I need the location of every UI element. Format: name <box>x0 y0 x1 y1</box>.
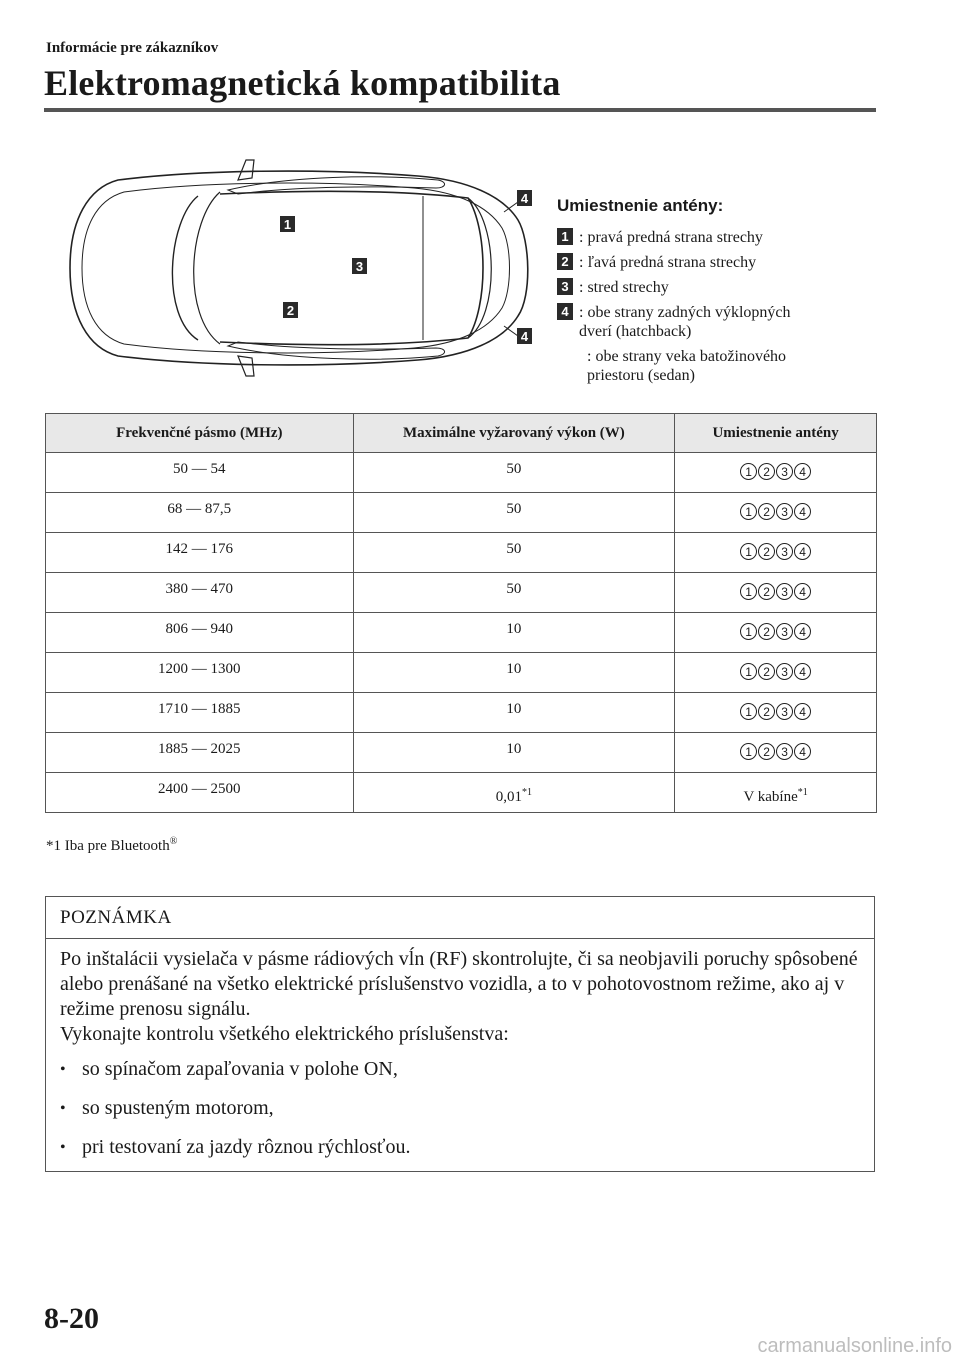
footnote-text: *1 Iba pre Bluetooth <box>46 838 170 854</box>
cell-frequency-band: 380 — 470 <box>46 573 354 613</box>
list-item-text: so spínačom zapaľovania v polohe ON, <box>82 1058 398 1080</box>
title-divider <box>44 108 876 112</box>
marker-4-bottom-icon <box>517 328 532 344</box>
circled-number-icon: 3 <box>776 583 793 600</box>
power-value: 10 <box>506 701 522 717</box>
power-value: 50 <box>506 461 522 477</box>
note-paragraph: Po inštalácii vysielača v pásme rádiových vĺn (RF) skontrolujte, či sa neobjavili poruchy spôsobené alebo prenášané na všetko elektrické príslušenstvo vozidla, a to v pohotovostnom režime, ako aj v režime prenosu signálu. <box>60 948 858 1020</box>
circled-number-icon: 2 <box>758 503 775 520</box>
marker-3-icon <box>352 258 367 274</box>
marker-1-icon <box>280 216 295 232</box>
power-value: 0,01 <box>495 789 523 805</box>
number-badge-icon: 1 <box>557 228 573 245</box>
circled-number-icon: 1 <box>740 543 757 560</box>
circled-number-icon: 3 <box>776 663 793 680</box>
power-value: 10 <box>506 741 522 757</box>
power-value: 10 <box>506 661 522 677</box>
note-bullet-list <box>60 1057 860 1160</box>
page-number: 8-20 <box>44 1302 99 1335</box>
footnote-ref: *1 <box>522 787 533 798</box>
cell-frequency-band: 50 — 54 <box>46 453 354 493</box>
legend-item <box>557 228 877 247</box>
page-title: Elektromagnetická kompatibilita <box>44 63 561 103</box>
cell-max-power <box>353 653 675 693</box>
circled-number-icon: 3 <box>776 543 793 560</box>
cell-frequency-band: 142 — 176 <box>46 533 354 573</box>
power-value: 50 <box>506 541 522 557</box>
antenna-legend <box>557 196 877 385</box>
cell-antenna-location <box>675 613 877 653</box>
note-box <box>45 896 875 1172</box>
circled-number-icon: 1 <box>740 663 757 680</box>
marker-3-label: 3 <box>355 259 364 274</box>
circled-number-icon: 4 <box>794 503 811 520</box>
table-row <box>46 533 877 573</box>
circled-number-icon: 1 <box>740 463 757 480</box>
circled-number-icon: 3 <box>776 463 793 480</box>
circled-number-icon: 4 <box>794 663 811 680</box>
cell-antenna-location <box>675 693 877 733</box>
cell-frequency-band: 1885 — 2025 <box>46 733 354 773</box>
cell-frequency-band: 1200 — 1300 <box>46 653 354 693</box>
cell-max-power <box>353 733 675 773</box>
table-row <box>46 493 877 533</box>
section-label: Informácie pre zákazníkov <box>46 40 219 56</box>
circled-number-icon: 4 <box>794 623 811 640</box>
bullet-icon: • <box>60 1100 66 1117</box>
marker-1-label: 1 <box>283 217 292 232</box>
cell-frequency-band: 1710 — 1885 <box>46 693 354 733</box>
legend-item-text: : obe strany zadných výklopných dverí (hatchback) <box>579 304 791 340</box>
marker-4-bottom-label: 4 <box>520 329 529 344</box>
circled-number-icon: 3 <box>776 743 793 760</box>
cell-max-power <box>353 533 675 573</box>
car-top-view-illustration <box>48 150 548 390</box>
cell-max-power <box>353 573 675 613</box>
circled-number-icon: 1 <box>740 743 757 760</box>
circled-number-icon: 1 <box>740 583 757 600</box>
marker-2-label: 2 <box>286 303 295 318</box>
circled-number-icon: 3 <box>776 623 793 640</box>
circled-number-icon: 4 <box>794 703 811 720</box>
frequency-table <box>45 413 877 813</box>
cell-frequency-band: 2400 — 2500 <box>46 773 354 813</box>
list-item <box>60 1096 860 1121</box>
footnote <box>46 836 177 855</box>
bullet-icon: • <box>60 1139 66 1156</box>
cell-antenna-location <box>675 733 877 773</box>
legend-item-text: : ľavá predná strana strechy <box>579 254 757 271</box>
list-item-text: so spusteným motorom, <box>82 1097 274 1119</box>
circled-number-icon: 1 <box>740 703 757 720</box>
cell-antenna-location <box>675 653 877 693</box>
legend-item <box>557 303 877 341</box>
registered-mark: ® <box>169 836 178 847</box>
circled-number-icon: 2 <box>758 623 775 640</box>
number-badge-icon: 3 <box>557 278 573 295</box>
legend-item-sedan: : obe strany veka batožinového priestoru (sedan) <box>587 348 787 384</box>
number-badge-icon: 4 <box>557 303 573 320</box>
column-header-power: Maximálne vyžarovaný výkon (W) <box>353 414 675 453</box>
cell-max-power <box>353 453 675 493</box>
circled-number-icon: 2 <box>758 543 775 560</box>
legend-item-text: : stred strechy <box>579 279 669 296</box>
circled-number-icon: 3 <box>776 703 793 720</box>
note-paragraph: Vykonajte kontrolu všetkého elektrického príslušenstva: <box>60 1023 509 1045</box>
cell-max-power <box>353 613 675 653</box>
table-row <box>46 613 877 653</box>
footnote-ref: *1 <box>797 787 808 798</box>
bullet-icon: • <box>60 1061 66 1078</box>
cell-antenna-location <box>675 533 877 573</box>
circled-number-icon: 2 <box>758 663 775 680</box>
note-title: POZNÁMKA <box>46 897 874 939</box>
circled-number-icon: 2 <box>758 703 775 720</box>
number-badge-icon: 2 <box>557 253 573 270</box>
power-value: 50 <box>506 581 522 597</box>
power-value: 10 <box>506 621 522 637</box>
cell-max-power <box>353 773 675 813</box>
cell-frequency-band: 68 — 87,5 <box>46 493 354 533</box>
list-item <box>60 1057 860 1082</box>
circled-number-icon: 4 <box>794 463 811 480</box>
table-header-row <box>46 414 877 453</box>
table-row <box>46 693 877 733</box>
legend-item-text: : pravá predná strana strechy <box>579 229 763 246</box>
cell-antenna-location <box>675 773 877 813</box>
circled-number-icon: 1 <box>740 623 757 640</box>
circled-number-icon: 2 <box>758 743 775 760</box>
antenna-location-text: V kabíne <box>743 789 798 805</box>
legend-item <box>557 278 877 297</box>
marker-2-icon <box>283 302 298 318</box>
cell-antenna-location <box>675 453 877 493</box>
table-row <box>46 653 877 693</box>
column-header-antenna: Umiestnenie antény <box>675 414 877 453</box>
list-item <box>60 1135 860 1160</box>
cell-frequency-band: 806 — 940 <box>46 613 354 653</box>
table-row <box>46 733 877 773</box>
cell-max-power <box>353 493 675 533</box>
cell-antenna-location <box>675 573 877 613</box>
circled-number-icon: 4 <box>794 583 811 600</box>
circled-number-icon: 2 <box>758 463 775 480</box>
cell-antenna-location <box>675 493 877 533</box>
circled-number-icon: 3 <box>776 503 793 520</box>
table-row <box>46 453 877 493</box>
marker-4-top-icon <box>517 190 532 206</box>
circled-number-icon: 2 <box>758 583 775 600</box>
note-body <box>46 939 874 1160</box>
table-row <box>46 573 877 613</box>
table-row <box>46 773 877 813</box>
circled-number-icon: 4 <box>794 743 811 760</box>
list-item-text: pri testovaní za jazdy rôznou rýchlosťou. <box>82 1136 411 1158</box>
circled-number-icon: 4 <box>794 543 811 560</box>
cell-max-power <box>353 693 675 733</box>
power-value: 50 <box>506 501 522 517</box>
watermark: carmanualsonline.info <box>757 1335 952 1357</box>
column-header-band: Frekvenčné pásmo (MHz) <box>46 414 354 453</box>
marker-4-top-label: 4 <box>520 191 529 206</box>
circled-number-icon: 1 <box>740 503 757 520</box>
legend-heading: Umiestnenie antény: <box>557 196 724 215</box>
legend-item <box>557 253 877 272</box>
